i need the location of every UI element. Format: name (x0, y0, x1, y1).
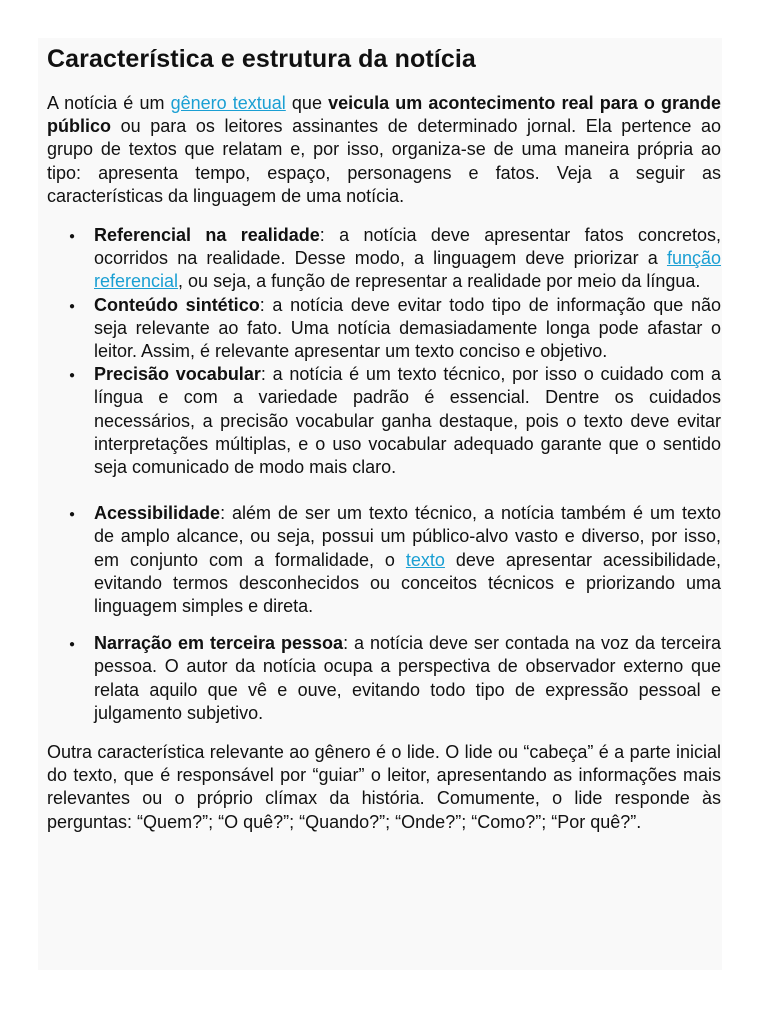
bullet-icon: ● (69, 370, 76, 382)
characteristics-list (47, 224, 721, 725)
list-item (47, 502, 721, 618)
list-item-term: Precisão vocabular (94, 364, 261, 385)
bullet-icon: ● (69, 300, 76, 312)
list-item-text (94, 632, 721, 725)
list-item-text (94, 224, 721, 294)
document-content (47, 42, 721, 834)
list-item (47, 632, 721, 725)
outro-paragraph: Outra característica relevante ao gênero é o lide. O lide ou “cabeça” é a parte inicial do texto, que é responsável por “guiar” o leitor, apresentando as informações mais relevantes ou o próprio clímax da história. Comumente, o lide responde às perguntas: “Quem?”; “O quê?”; “Quando?”; “Onde?”; “Como?”; “Por quê?”. (47, 742, 721, 832)
list-item-body: deve apresentar acessibilidade, evitando termos desconhecidos ou conceitos técnicos e priorizando uma linguagem simples e direta. (94, 549, 721, 617)
list-item (47, 294, 721, 364)
list-item-body: : além de ser um texto técnico, a notícia também é um texto de amplo alcance, ou seja, possui um público-alvo vasto e diverso, por isso, em conjunto com a formalidade, o (94, 503, 721, 570)
list-item-body: : a notícia deve apresentar fatos concretos, ocorridos na realidade. Desse modo, a linguagem deve priorizar a (94, 225, 721, 269)
genero-textual-link[interactable]: gênero textual (170, 93, 286, 113)
bullet-icon: ● (69, 509, 76, 521)
list-item-term: Acessibilidade (94, 503, 221, 524)
list-item-body: : a notícia é um texto técnico, por isso o cuidado com a língua e com a variedade padrão é essencial. Dentre os cuidados necessários, a precisão vocabular ganha destaque, pois o texto deve evitar interpretações múltiplas, e o uso vocabular adequado garante que o sentido seja comunicado de modo mais claro. (94, 364, 722, 478)
list-item-term: Narração em terceira pessoa (94, 633, 344, 654)
list-item-term: Referencial na realidade (94, 225, 320, 246)
bullet-icon: ● (69, 639, 76, 651)
intro-text: A notícia é um (47, 93, 171, 113)
list-item (47, 224, 721, 294)
page-title: Característica e estrutura da notícia (47, 45, 476, 73)
list-item-text (94, 502, 721, 618)
list-item-body: : a notícia deve evitar todo tipo de informação que não seja relevante ao fato. Uma notícia demasiadamente longa pode afastar o leitor. Assim, é relevante apresentar um texto conciso e objetivo. (94, 294, 721, 362)
list-item-text (94, 363, 721, 479)
intro-bold-text: veicula um acontecimento real para o grande público (47, 93, 721, 137)
intro-text: ou para os leitores assinantes de determinado jornal. Ela pertence ao grupo de textos que relatam e, por isso, organiza-se de uma maneira própria ao tipo: apresenta tempo, espaço, personagens e fatos. Veja a seguir as características da linguagem de uma notícia. (47, 116, 721, 206)
list-item (47, 363, 721, 479)
intro-text: que (285, 93, 329, 113)
list-item-text (94, 294, 721, 364)
list-item-body: , ou seja, a função de representar a realidade por meio da língua. (178, 271, 701, 292)
funcao-referencial-link[interactable]: função referencial (94, 248, 721, 292)
list-item-body: : a notícia deve ser contada na voz da terceira pessoa. O autor da notícia ocupa a perspectiva de observador externo que relata aquilo que vê e ouve, evitando todo tipo de expressão pessoal e julgamento subjetivo. (94, 633, 721, 723)
bullet-icon: ● (69, 231, 76, 243)
intro-paragraph (47, 92, 721, 208)
texto-link[interactable]: texto (405, 549, 445, 570)
list-item-term: Conteúdo sintético (94, 294, 260, 315)
